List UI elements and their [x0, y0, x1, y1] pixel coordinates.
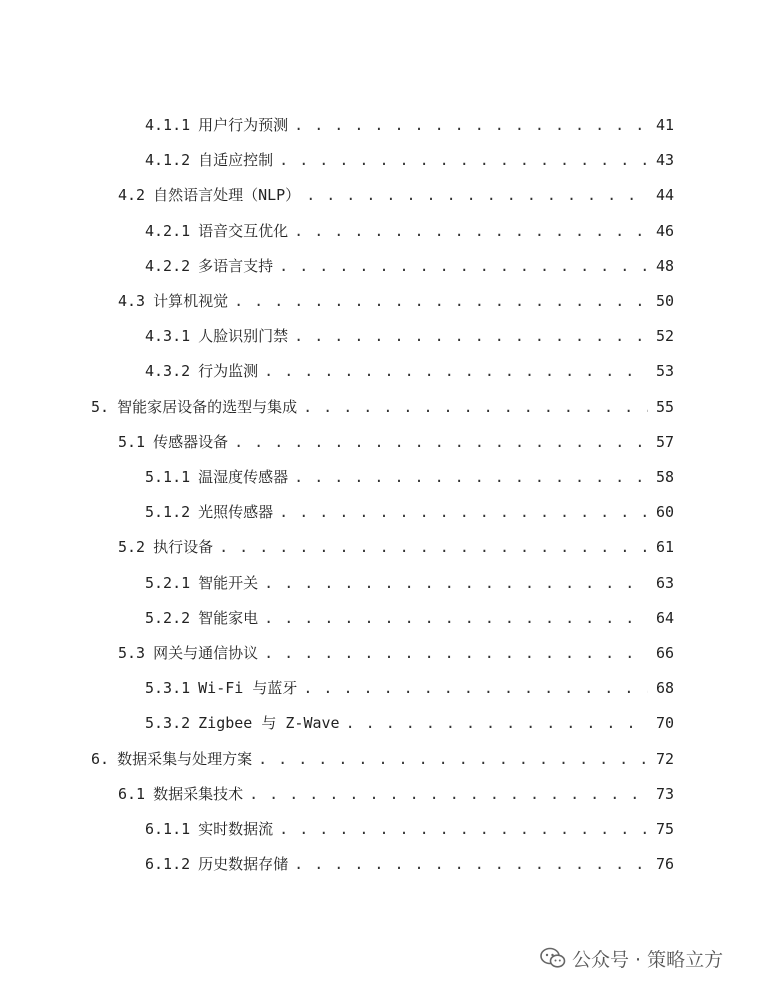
toc-page: 53 — [655, 362, 674, 381]
toc-number: 4.3.2 — [145, 362, 191, 381]
toc-leader — [249, 782, 648, 806]
toc-title: 语音交互优化 — [198, 221, 289, 240]
toc-title: 数据采集技术 — [153, 784, 244, 803]
toc-page: 41 — [655, 116, 674, 134]
toc-title: Zigbee 与 Z-Wave — [198, 714, 340, 733]
toc-leader — [234, 289, 648, 313]
toc-number: 6.1.1 — [145, 820, 191, 838]
toc-entry[interactable] — [145, 254, 674, 278]
toc-entry[interactable] — [145, 359, 674, 383]
toc-title: 光照传感器 — [198, 503, 274, 522]
toc-page: 61 — [655, 538, 674, 557]
toc-leader — [279, 500, 648, 524]
toc-page: 63 — [655, 573, 674, 592]
toc-number: 5.3.1 — [145, 679, 191, 698]
toc-leader — [264, 606, 648, 630]
toc-entry[interactable] — [118, 289, 674, 313]
toc-number: 5.1.1 — [145, 468, 191, 486]
toc-number: 6. — [91, 749, 110, 768]
toc-entry[interactable] — [118, 183, 674, 207]
toc-leader — [279, 254, 648, 278]
toc-entry[interactable] — [91, 395, 674, 419]
toc-entry[interactable] — [145, 219, 674, 243]
toc-number: 6.1.2 — [145, 855, 191, 874]
toc-page: 75 — [655, 820, 674, 838]
toc-title: 计算机视觉 — [153, 292, 229, 310]
toc-page: 46 — [655, 221, 674, 240]
toc-leader — [294, 219, 648, 243]
toc-entry[interactable] — [118, 782, 674, 806]
toc-leader — [264, 571, 648, 595]
toc-title: 智能家电 — [198, 608, 259, 627]
watermark-text: 公众号 · 策略立方 — [572, 948, 724, 971]
toc-title: Wi-Fi 与蓝牙 — [198, 679, 298, 698]
toc-page: 64 — [655, 608, 674, 627]
toc-entry[interactable] — [145, 606, 674, 630]
toc-entry[interactable] — [118, 430, 674, 454]
toc-leader — [279, 817, 648, 841]
toc-entry[interactable] — [145, 500, 674, 524]
toc-number: 4.3.1 — [145, 327, 191, 346]
toc-entry[interactable] — [145, 571, 674, 595]
toc-title: 历史数据存储 — [198, 855, 289, 874]
toc-title: 执行设备 — [153, 538, 214, 557]
toc-leader — [264, 641, 648, 665]
toc-leader — [303, 395, 648, 419]
toc-title: 多语言支持 — [198, 256, 274, 275]
toc-number: 4.2 — [118, 186, 146, 205]
watermark — [540, 944, 723, 972]
toc-leader — [294, 465, 648, 489]
toc-leader — [279, 148, 648, 172]
toc-leader — [306, 183, 648, 207]
toc-entry[interactable] — [145, 711, 674, 735]
toc-number: 4.1.2 — [145, 151, 191, 170]
toc-leader — [264, 359, 648, 383]
toc-entry[interactable] — [145, 852, 674, 876]
toc-number: 5.1 — [118, 432, 146, 451]
toc-title: 智能家居设备的选型与集成 — [117, 397, 298, 416]
toc-number: 5. — [91, 397, 110, 416]
toc-leader — [234, 430, 648, 454]
toc-number: 6.1 — [118, 784, 146, 803]
toc-number: 4.3 — [118, 292, 146, 310]
toc-page: 57 — [655, 432, 674, 451]
wechat-icon — [540, 947, 566, 969]
toc-page: 73 — [655, 784, 674, 803]
toc-number: 4.1.1 — [145, 116, 191, 134]
toc-entry[interactable] — [145, 113, 674, 137]
toc-number: 5.1.2 — [145, 503, 191, 522]
toc-page: 44 — [655, 186, 674, 205]
toc-leader — [346, 711, 648, 735]
toc-title: 网关与通信协议 — [153, 644, 259, 662]
toc-page: 58 — [655, 468, 674, 486]
toc-number: 5.2 — [118, 538, 146, 557]
toc-page: 76 — [655, 855, 674, 874]
toc-page: 55 — [655, 397, 674, 416]
toc-entry[interactable] — [145, 465, 674, 489]
toc-entry[interactable] — [145, 324, 674, 348]
toc-title: 智能开关 — [198, 573, 259, 592]
toc-number: 5.3 — [118, 644, 146, 662]
toc-title: 实时数据流 — [198, 820, 274, 838]
toc-title: 行为监测 — [198, 362, 259, 381]
toc-number: 5.3.2 — [145, 714, 191, 733]
toc-page: 50 — [655, 292, 674, 310]
toc-entry[interactable] — [145, 148, 674, 172]
toc-leader — [303, 676, 648, 700]
toc-entry[interactable] — [118, 641, 674, 665]
toc-entry[interactable] — [118, 535, 674, 559]
toc-number: 5.2.2 — [145, 608, 191, 627]
toc-entry[interactable] — [91, 747, 674, 771]
toc-page: 70 — [655, 714, 674, 733]
toc-title: 温湿度传感器 — [198, 468, 289, 486]
toc-title: 自然语言处理（NLP） — [153, 186, 301, 205]
toc-title: 数据采集与处理方案 — [117, 749, 253, 768]
toc-page: 66 — [655, 644, 674, 662]
toc-leader — [294, 324, 648, 348]
toc-leader — [294, 113, 648, 137]
toc-title: 传感器设备 — [153, 432, 229, 451]
toc-number: 4.2.2 — [145, 256, 191, 275]
toc-entry[interactable] — [145, 817, 674, 841]
toc-page: 72 — [655, 749, 674, 768]
toc-entry[interactable] — [145, 676, 674, 700]
toc-number: 5.2.1 — [145, 573, 191, 592]
toc-title: 自适应控制 — [198, 151, 274, 170]
toc-page: 68 — [655, 679, 674, 698]
toc-page: 52 — [655, 327, 674, 346]
toc-title: 用户行为预测 — [198, 116, 289, 134]
toc-leader — [219, 535, 648, 559]
toc-leader — [294, 852, 648, 876]
toc-page: 43 — [655, 151, 674, 170]
toc-page: 60 — [655, 503, 674, 522]
toc-leader — [258, 747, 648, 771]
toc-title: 人脸识别门禁 — [198, 327, 289, 346]
toc-page: 48 — [655, 256, 674, 275]
toc-number: 4.2.1 — [145, 221, 191, 240]
